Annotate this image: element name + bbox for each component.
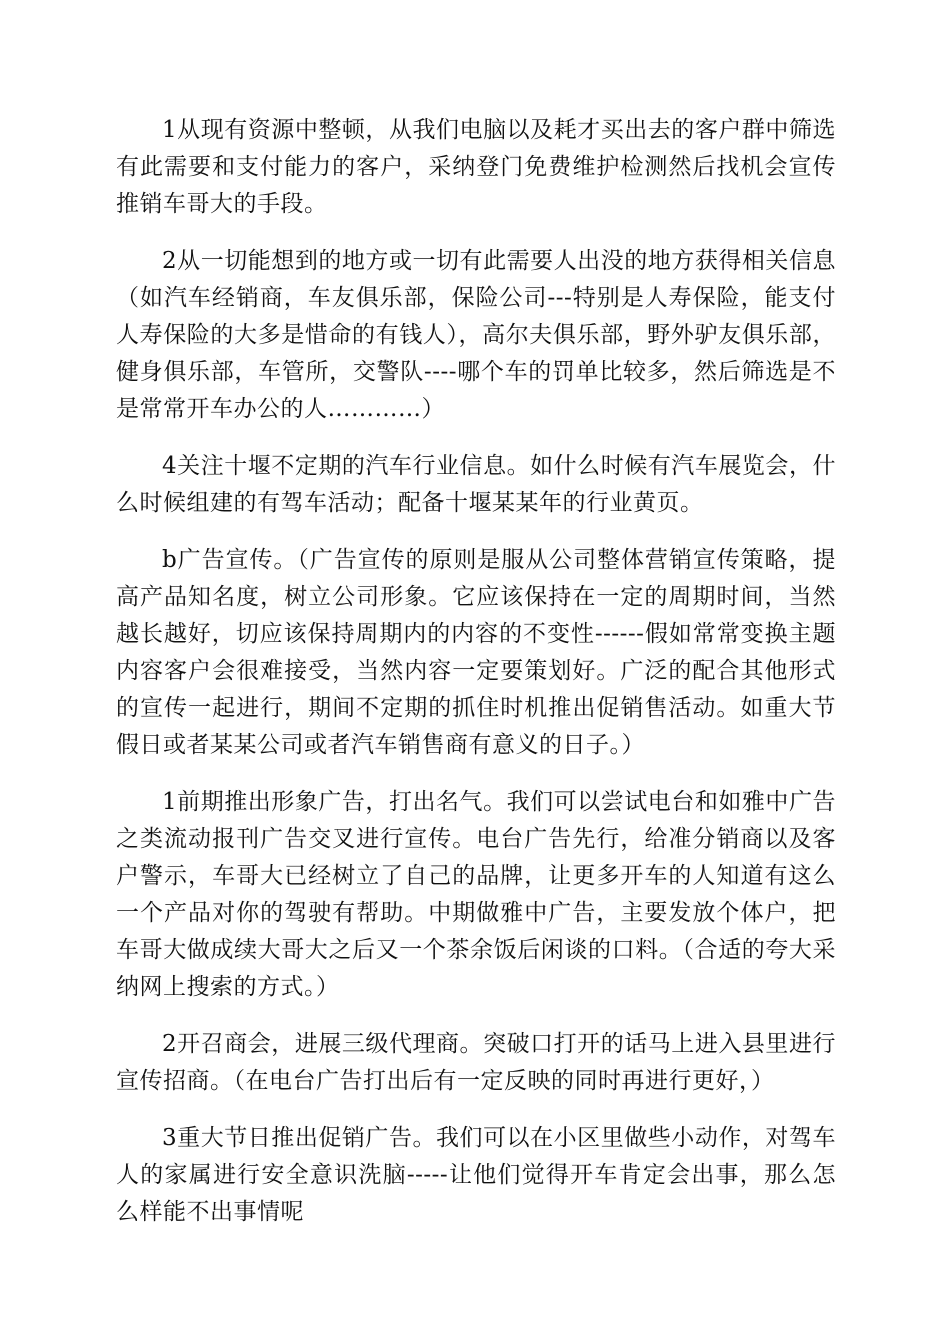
paragraph-image-ads: 1前期推出形象广告，打出名气。我们可以尝试电台和如雅中广告之类流动报刊广告交叉进行宣传。电台广告先行，给准分销商以及客户警示，车哥大已经树立了自己的品牌，让更多开车的人知道有这么一个产品对你的驾驶有帮助。中期做雅中广告，主要发放个体户，把车哥大做成续大哥大之后又一个茶余饭后闲谈的口料。（合适的夸大采纳网上搜索的方式。）	[116, 789, 836, 1000]
paragraph-industry-info: 4关注十堰不定期的汽车行业信息。如什么时候有汽车展览会，什么时候组建的有驾车活动；配备十堰某某年的行业黄页。	[116, 453, 836, 516]
document-body	[116, 112, 836, 1251]
paragraph-advertising: b广告宣传。（广告宣传的原则是服从公司整体营销宣传策略，提高产品知名度，树立公司形象。它应该保持在一定的周期时间，当然越长越好，切应该保持周期内的内容的不变性------假如常常变换主题内容客户会很难接受，当然内容一定要策划好。广泛的配合其他形式的宣传一起进行，期间不定期的抓住时机推出促销售活动。如重大节假日或者某某公司或者汽车销售商有意义的日子。）	[116, 547, 836, 758]
paragraph-gather-information: 2从一切能想到的地方或一切有此需要人出没的地方获得相关信息（如汽车经销商，车友俱乐部，保险公司---特别是人寿保险，能支付人寿保险的大多是惜命的有钱人），高尔夫俱乐部，野外驴友俱乐部，健身俱乐部，车管所，交警队----哪个车的罚单比较多，然后筛选是不是常常开车办公的人…………）	[116, 248, 836, 422]
paragraph-holiday-promotion: 3重大节日推出促销广告。我们可以在小区里做些小动作，对驾车人的家属进行安全意识洗脑-----让他们觉得开车肯定会出事，那么怎么样能不出事情呢	[116, 1125, 836, 1225]
paragraph-investment-meeting: 2开召商会，进展三级代理商。突破口打开的话马上进入县里进行宣传招商。（在电台广告打出后有一定反映的同时再进行更好，）	[116, 1031, 836, 1094]
paragraph-source-existing-customers: 1从现有资源中整顿，从我们电脑以及耗才买出去的客户群中筛选有此需要和支付能力的客户，采纳登门免费维护检测然后找机会宣传推销车哥大的手段。	[116, 117, 836, 217]
